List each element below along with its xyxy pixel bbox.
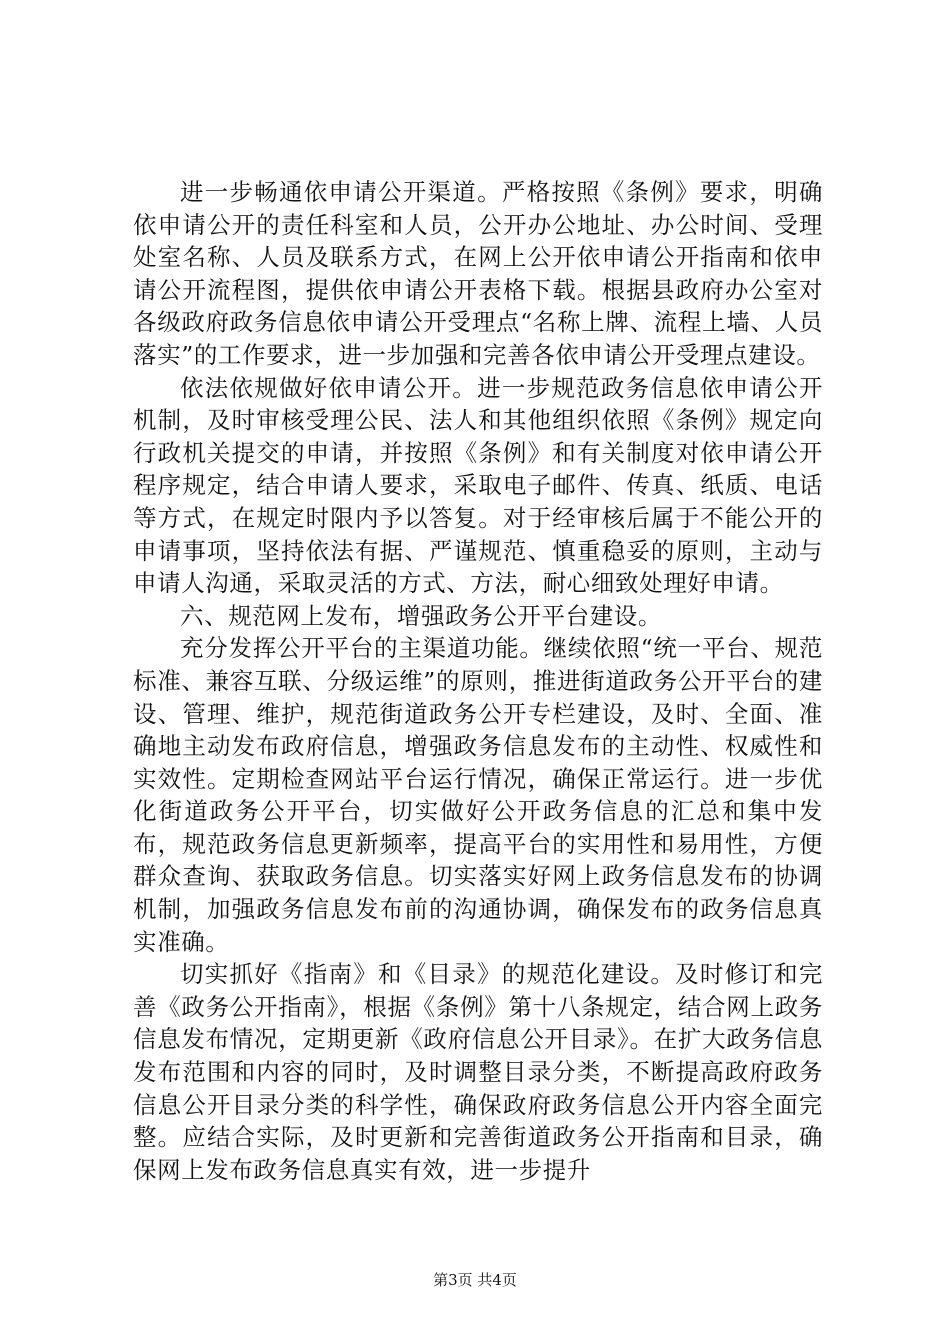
paragraph-apply-channel: 进一步畅通依申请公开渠道。严格按照《条例》要求，明确依申请公开的责任科室和人员，公开办公地址、办公时间、受理处室名称、人员及联系方式，在网上公开依申请公开指南和依申请公开流程图，提供依申请公开表格下载。根据县政府办公室对各级政府政务信息依申请公开受理点“名称上牌、流程上墙、人员落实”的工作要求，进一步加强和完善各依申请公开受理点建设。 — [133, 178, 823, 369]
paragraph-platform-function: 充分发挥公开平台的主渠道功能。继续依照“统一平台、规范标准、兼容互联、分级运维”的原则，推进街道政务公开平台的建设、管理、维护，规范街道政务公开专栏建设，及时、全面、准确地主动发布政府信息，增强政务信息发布的主动性、权威性和实效性。定期检查网站平台运行情况，确保正常运行。进一步优化街道政务公开平台，切实做好公开政务信息的汇总和集中发布，规范政务信息更新频率，提高平台的实用性和易用性，方便群众查询、获取政务信息。切实落实好网上政务信息发布的协调机制，加强政务信息发布前的沟通协调，确保发布的政务信息真实准确。 — [133, 634, 823, 956]
document-body — [133, 176, 823, 1186]
section-heading-six: 六、规范网上发布，增强政务公开平台建设。 — [180, 601, 662, 630]
paragraph-apply-handling: 依法依规做好依申请公开。进一步规范政务信息依申请公开机制，及时审核受理公民、法人和其他组织依照《条例》规定向行政机关提交的申请，并按照《条例》和有关制度对依申请公开程序规定，结合申请人要求，采取电子邮件、传真、纸质、电话等方式，在规定时限内予以答复。对于经审核后属于不能公开的申请事项，坚持依法有据、严谨规范、慎重稳妥的原则，主动与申请人沟通，采取灵活的方式、方法，耐心细致处理好申请。 — [133, 373, 823, 598]
paragraph-guide-catalog: 切实抓好《指南》和《目录》的规范化建设。及时修订和完善《政务公开指南》，根据《条例》第十八条规定，结合网上政务信息发布情况，定期更新《政府信息公开目录》。在扩大政务信息发布范围和内容的同时，及时调整目录分类，不断提高政府政务信息公开目录分类的科学性，确保政府政务信息公开内容全面完整。应结合实际，及时更新和完善街道政务公开指南和目录，确保网上发布政务信息真实有效，进一步提升 — [133, 960, 823, 1184]
page-number-footer: 第3页 共4页 — [433, 1271, 517, 1289]
